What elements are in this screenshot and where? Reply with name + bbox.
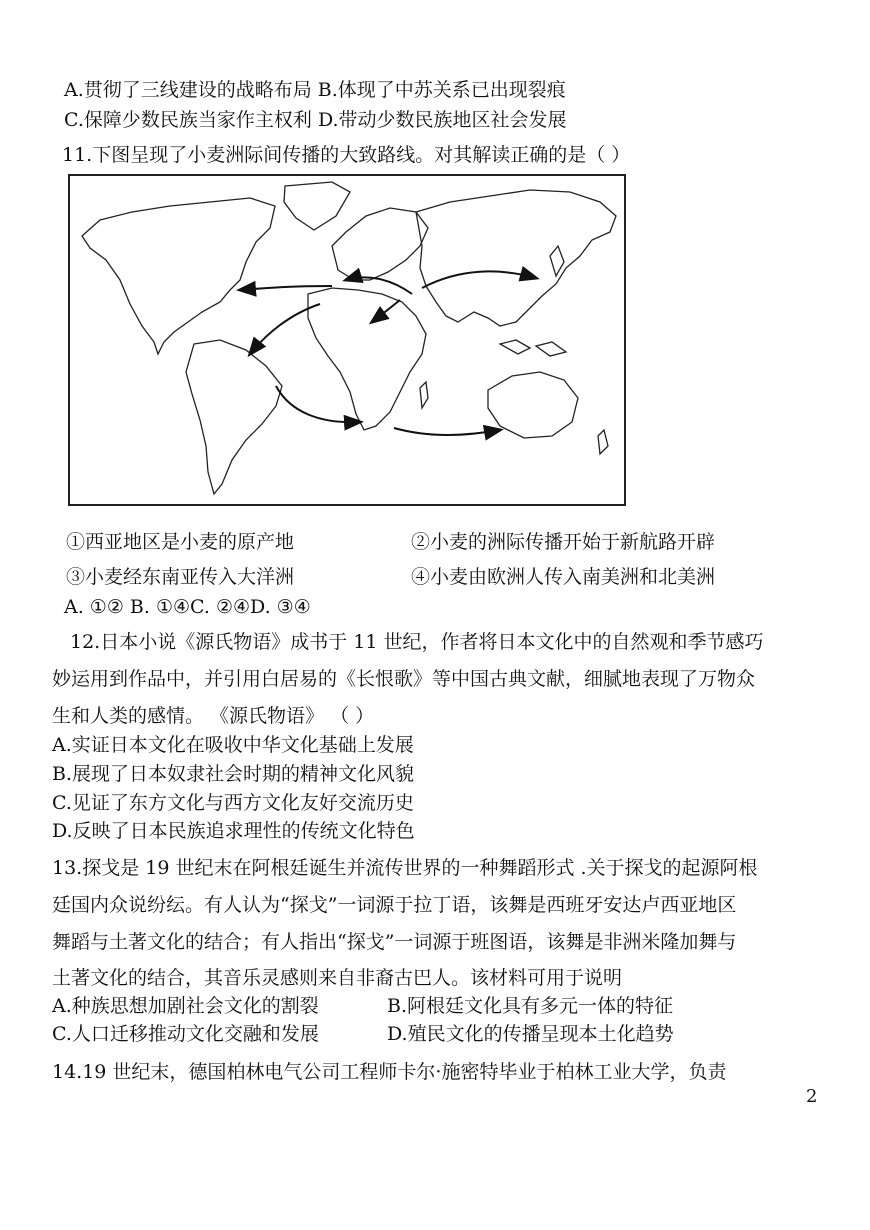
route-europe-to-north-america <box>240 286 332 290</box>
greenland-outline <box>284 182 350 230</box>
q12-option-a: A.实证日本文化在吸收中华文化基础上发展 <box>52 734 414 756</box>
route-south-america-to-africa <box>276 386 360 422</box>
route-europe-to-south-america <box>250 304 320 354</box>
q12-stem-line-1: 12.日本小说《源氏物语》成书于 11 世纪，作者将日本文化中的自然观和季节感巧 <box>70 631 764 653</box>
page-number: 2 <box>806 1086 818 1107</box>
q10-options-cd: C.保障少数民族当家作主权利 D.带动少数民族地区社会发展 <box>64 109 567 131</box>
new-zealand-outline <box>598 430 608 454</box>
q13-option-b: B.阿根廷文化具有多元一体的特征 <box>387 995 674 1017</box>
route-africa-to-australia <box>394 428 500 435</box>
q12-option-d: D.反映了日本民族追求理性的传统文化特色 <box>52 820 415 842</box>
world-map-drawing <box>70 176 624 504</box>
q13-stem-line-4: 土著文化的结合，其音乐灵感则来自非裔古巴人。该材料可用于说明 <box>52 967 623 989</box>
route-west-asia-to-east-asia <box>422 271 536 288</box>
southeast-asia-islands <box>500 340 566 356</box>
asia-outline <box>416 190 616 326</box>
japan-outline <box>550 246 564 276</box>
south-america-outline <box>186 340 282 494</box>
madagascar-outline <box>420 382 428 408</box>
q10-options-ab: A.贯彻了三线建设的战略布局 B.体现了中苏关系已出现裂痕 <box>64 79 566 101</box>
q11-statement-4: ④小麦由欧洲人传入南美洲和北美洲 <box>411 566 716 588</box>
q12-option-c: C.见证了东方文化与西方文化友好交流历史 <box>52 792 414 814</box>
europe-outline <box>332 208 428 280</box>
q13-stem-line-2: 廷国内众说纷纭。有人认为“探戈”一词源于拉丁语，该舞是西班牙安达卢西亚地区 <box>52 894 737 916</box>
route-to-north-africa <box>372 300 400 322</box>
q11-statement-3: ③小麦经东南亚传入大洋洲 <box>66 566 295 588</box>
q12-stem-line-3: 生和人类的感情。 《源氏物语》 （ ） <box>52 705 375 727</box>
q11-statement-2: ②小麦的洲际传播开始于新航路开辟 <box>411 531 716 553</box>
q13-option-a: A.种族思想加剧社会文化的割裂 <box>52 995 319 1017</box>
q13-stem-line-3: 舞蹈与土著文化的结合；有人指出“探戈”一词源于班图语，该舞是非洲米隆加舞与 <box>52 931 737 953</box>
q12-option-b: B.展现了日本奴隶社会时期的精神文化风貌 <box>52 763 415 785</box>
australia-outline <box>488 372 578 438</box>
continent-outlines <box>82 182 616 494</box>
q11-stem: 11.下图呈现了小麦洲际间传播的大致路线。对其解读正确的是（ ） <box>62 144 631 166</box>
north-america-outline <box>82 198 275 354</box>
q13-option-c: C.人口迁移推动文化交融和发展 <box>52 1023 319 1045</box>
wheat-spread-world-map <box>68 174 626 506</box>
africa-outline <box>308 288 426 430</box>
q13-stem-line-1: 13.探戈是 19 世纪末在阿根廷诞生并流传世界的一种舞蹈形式 .关于探戈的起源阿根 <box>52 857 758 879</box>
q14-stem-line-1: 14.19 世纪末，德国柏林电气公司工程师卡尔·施密特毕业于柏林工业大学，负责 <box>52 1061 727 1083</box>
q11-options: A. ①② B. ①④C. ②④D. ③④ <box>64 596 311 618</box>
q12-stem-line-2: 妙运用到作品中，并引用白居易的《长恨歌》等中国古典文献，细腻地表现了万物众 <box>52 668 756 690</box>
q13-option-d: D.殖民文化的传播呈现本土化趋势 <box>387 1023 674 1045</box>
q11-statement-1: ①西亚地区是小麦的原产地 <box>66 531 295 553</box>
